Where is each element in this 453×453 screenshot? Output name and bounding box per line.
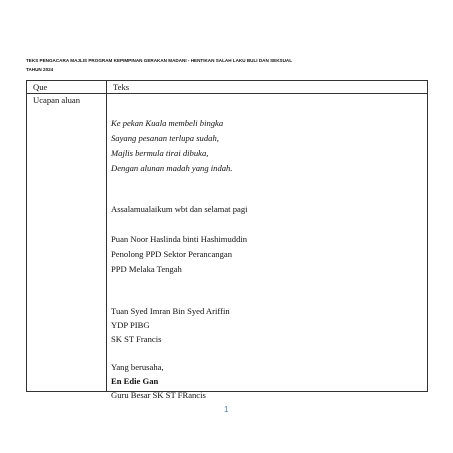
table-header-row [27,81,428,94]
pantun-line-4: Dengan alunan madah yang indah. [111,163,233,173]
guest-name-1: Puan Noor Haslinda binti Hashimuddin [111,234,248,244]
document-heading [26,56,426,74]
heading-year: TAHUN 2024 [26,67,54,72]
page-number: 1 [224,405,229,414]
guest-name-2: Tuan Syed Imran Bin Syed Ariffin [111,306,230,316]
guest-org-2: SK ST Francis [111,334,162,344]
header-que: Que [27,81,107,94]
greeting-line: Assalamualaikum wbt dan selamat pagi [111,204,248,214]
headmaster-title: Guru Besar SK ST FRancis [111,390,206,400]
table-row [27,94,428,392]
pantun-line-1: Ke pekan Kuala membeli bingka [111,118,224,128]
guest-org-1: PPD Melaka Tengah [111,264,182,274]
header-teks: Teks [107,81,428,94]
pantun-line-2: Sayang pesanan terlupa sudah, [111,133,219,143]
heading-title: TEKS PENGACARA MAJLIS PROGRAM KEPIMPINAN GERAKAN MADANI - HENTIKAN SALAH LAKU BULI DAN SEKSUAL [26,58,293,63]
cue-cell: Ucapan aluan [27,94,107,392]
pantun-line-3: Majlis bermula tirai dibuka, [111,148,209,158]
guest-title-1: Penolong PPD Sektor Perancangan [111,249,233,259]
guest-title-2: YDP PIBG [111,320,150,330]
headmaster-name: En Edie Gan [111,376,159,386]
script-table [26,80,428,400]
text-cell [107,94,428,400]
honorific-line: Yang berusaha, [111,362,164,372]
